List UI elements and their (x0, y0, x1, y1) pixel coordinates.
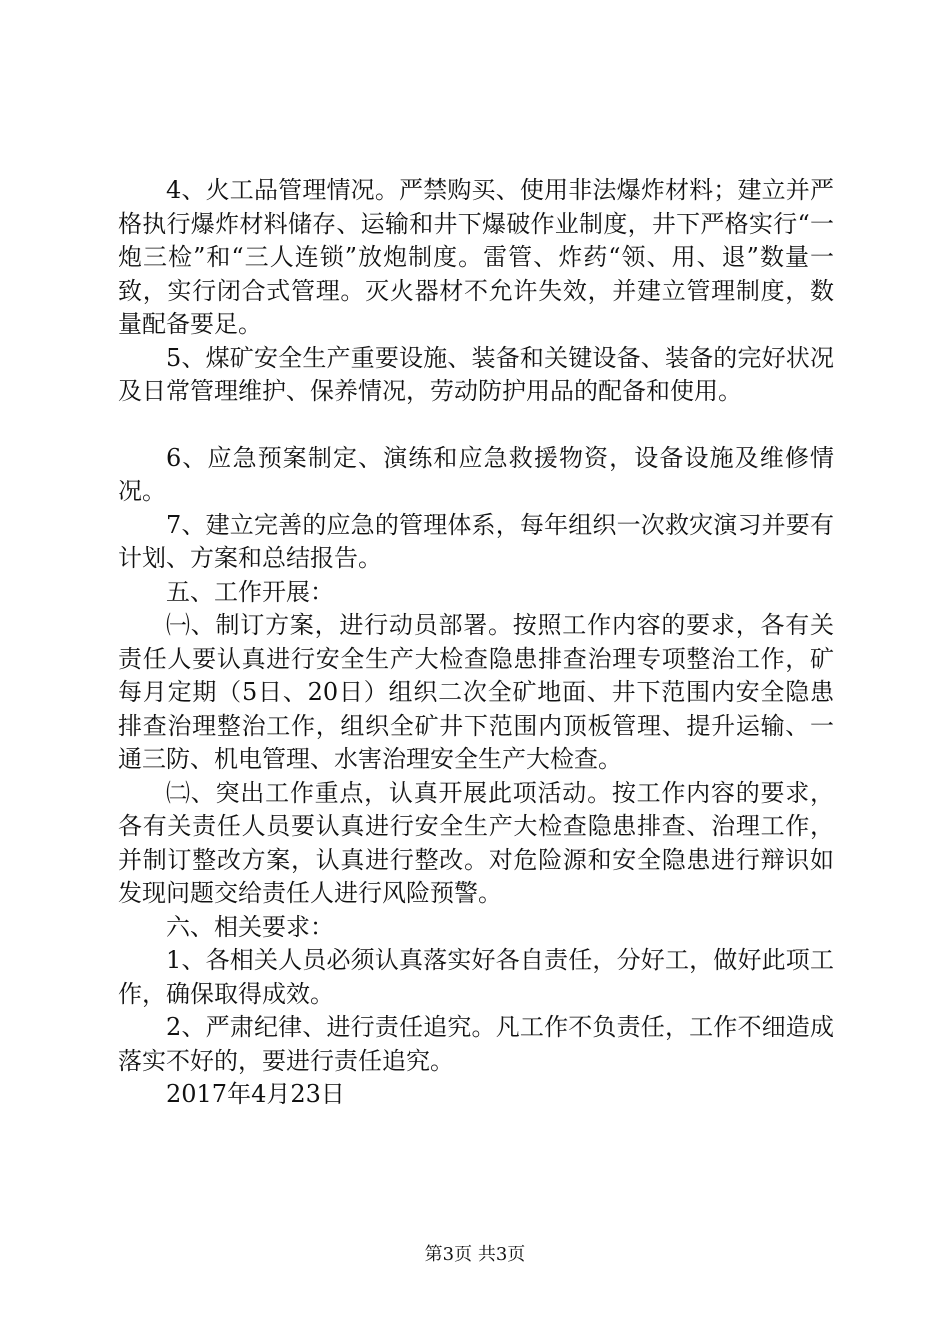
paragraph-item-4: 4、火工品管理情况。严禁购买、使用非法爆炸材料；建立并严格执行爆炸材料储存、运输和井下爆破作业制度，井下严格实行“一炮三检”和“三人连锁”放炮制度。雷管、炸药“领、用、退”数量一致，实行闭合式管理。灭火器材不允许失效，并建立管理制度，数量配备要足。 (118, 176, 834, 338)
paragraph-work-1: ㈠、制订方案，进行动员部署。按照工作内容的要求，各有关责任人要认真进行安全生产大检查隐患排查治理专项整治工作，矿每月定期（5日、20日）组织二次全矿地面、井下范围内安全隐患排查治理整治工作，组织全矿井下范围内顶板管理、提升运输、一通三防、机电管理、水害治理安全生产大检查。 (118, 611, 834, 773)
page-number-footer: 第3页 共3页 (424, 1244, 526, 1265)
document-body (118, 174, 834, 1112)
document-date: 2017年4月23日 (166, 1080, 345, 1108)
paragraph-work-2: ㈡、突出工作重点，认真开展此项活动。按工作内容的要求，各有关责任人员要认真进行安全生产大检查隐患排查、治理工作，并制订整改方案，认真进行整改。对危险源和安全隐患进行辩识如发现问题交给责任人进行风险预警。 (118, 778, 834, 907)
paragraph-requirement-2: 2、严肃纪律、进行责任追究。凡工作不负责任，工作不细造成落实不好的，要进行责任追究。 (118, 1013, 834, 1075)
section-heading-requirements: 六、相关要求： (166, 912, 334, 941)
section-heading-work: 五、工作开展： (166, 577, 334, 606)
paragraph-requirement-1: 1、各相关人员必须认真落实好各自责任，分好工，做好此项工作，确保取得成效。 (118, 946, 834, 1008)
paragraph-item-5: 5、煤矿安全生产重要设施、装备和关键设备、装备的完好状况及日常管理维护、保养情况，劳动防护用品的配备和使用。 (118, 343, 834, 405)
paragraph-item-7: 7、建立完善的应急的管理体系，每年组织一次救灾演习并要有计划、方案和总结报告。 (118, 510, 834, 572)
paragraph-item-6: 6、应急预案制定、演练和应急救援物资，设备设施及维修情况。 (118, 443, 834, 505)
